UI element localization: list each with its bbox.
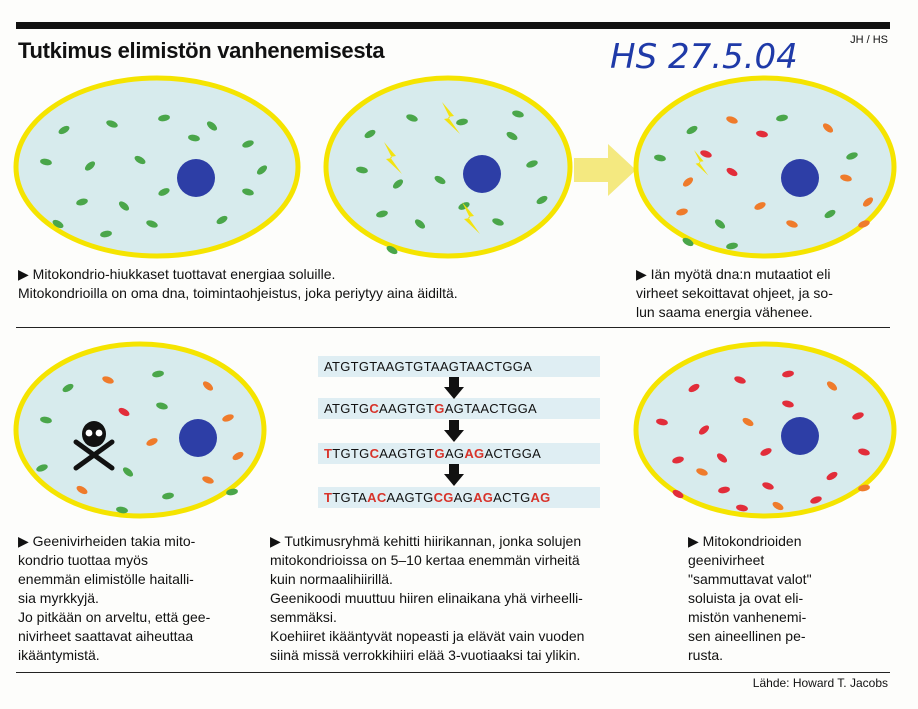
caption-line: ▶ Iän myötä dna:n mutaatiot eli: [636, 266, 831, 282]
mutated-base: C: [369, 446, 380, 461]
cell-nucleus: [177, 159, 215, 197]
mutated-base: T: [324, 446, 333, 461]
caption-line: sia myrkkyjä.: [18, 590, 99, 606]
cell-healthy: [12, 74, 302, 260]
caption-line: Geenikoodi muuttuu hiiren elinaikana yhä virheelli-: [270, 590, 583, 606]
down-arrow-icon: [444, 420, 464, 442]
footer-divider: [16, 672, 890, 673]
base-run: ACTG: [493, 490, 531, 505]
skull-eye: [86, 430, 93, 437]
caption-line: ▶ Geenivirheiden takia mito-: [18, 533, 196, 549]
dna-sequence-3: [318, 443, 600, 464]
caption-line: Mitokondrioilla on oma dna, toimintaohjeistus, joka periytyy aina äidiltä.: [18, 285, 458, 301]
caption-line: siinä missä verrokkihiiri elää 3-vuotiaaksi tai ylikin.: [270, 647, 581, 663]
caption-line: mistön vanhenemi-: [688, 609, 807, 625]
caption-line: enemmän elimistölle haitalli-: [18, 571, 194, 587]
caption-line: Koehiiret ikääntyvät nopeasti ja elävät vain vuoden: [270, 628, 585, 644]
caption-line: virheet sekoittavat ohjeet, ja so-: [636, 285, 833, 301]
page-title: Tutkimus elimistön vanhenemisesta: [18, 38, 385, 63]
base-run: AAGTGT: [379, 446, 435, 461]
caption-line: ikääntymistä.: [18, 647, 100, 663]
caption-line: ▶ Tutkimusryhmä kehitti hiirikannan, jonka solujen: [270, 533, 582, 549]
mutated-base: C: [369, 401, 380, 416]
cell-nucleus: [781, 417, 819, 455]
cell-toxic: [12, 340, 268, 520]
cell-membrane: [16, 344, 264, 516]
base-run: ATGTGTAAGTGTAAGTAACTGGA: [324, 359, 533, 374]
cell-nucleus: [463, 155, 501, 193]
handwritten-note-text: HS 27.5.04: [610, 37, 798, 77]
cell-nucleus: [781, 159, 819, 197]
base-run: AAGTG: [386, 490, 434, 505]
handwritten-date-note: [608, 30, 838, 80]
caption-line: semmäksi.: [270, 609, 337, 625]
caption-line: ▶ Mitokondrioiden: [688, 533, 802, 549]
caption-line: soluista ja ovat eli-: [688, 590, 804, 606]
base-run: AGTAACTGGA: [444, 401, 538, 416]
caption-top-right: [636, 265, 833, 322]
dna-sequence-4: [318, 487, 600, 508]
cell-membrane: [636, 78, 894, 256]
caption-line: kondrio tuottaa myös: [18, 552, 148, 568]
cell-nucleus: [179, 419, 217, 457]
base-run: ACTGGA: [484, 446, 542, 461]
credit: JH / HS: [850, 34, 888, 46]
base-run: AG: [444, 446, 465, 461]
mutated-base: G: [434, 401, 445, 416]
mutated-base: T: [324, 490, 333, 505]
caption-bottom-left: [18, 532, 210, 665]
top-rule: [16, 22, 890, 29]
base-run: ATGTG: [324, 401, 370, 416]
down-arrow-icon: [444, 377, 464, 399]
mutated-base: AG: [530, 490, 551, 505]
section-divider: [16, 327, 890, 328]
cell-lights-out: [632, 340, 898, 520]
dna-sequence-2: [318, 398, 600, 419]
source-credit: Lähde: Howard T. Jacobs: [752, 676, 888, 690]
skull: [82, 421, 106, 447]
caption-bottom-middle: [270, 532, 584, 665]
caption-line: geenivirheet: [688, 552, 765, 568]
caption-line: kuin normaalihiirillä.: [270, 571, 393, 587]
skull-eye: [96, 430, 103, 437]
mutated-base: AC: [367, 490, 387, 505]
down-arrow-icon: [444, 464, 464, 486]
mutated-base: AG: [473, 490, 494, 505]
caption-line: mitokondrioissa on 5–10 kertaa enemmän virheitä: [270, 552, 580, 568]
caption-line: nivirheet saattavat aiheuttaa: [18, 628, 194, 644]
caption-line: Jo pitkään on arveltu, että gee-: [18, 609, 211, 625]
mutated-base: G: [434, 446, 445, 461]
base-run: TGTA: [332, 490, 368, 505]
caption-line: "sammuttavat valot": [688, 571, 812, 587]
caption-line: ▶ Mitokondrio-hiukkaset tuottavat energiaa soluille.: [18, 266, 336, 282]
mutated-base: AG: [464, 446, 485, 461]
caption-top-left: [18, 265, 458, 303]
right-arrow-icon: [574, 144, 636, 196]
caption-line: lun saama energia vähenee.: [636, 304, 813, 320]
caption-bottom-right: [688, 532, 812, 665]
caption-line: sen aineellinen pe-: [688, 628, 806, 644]
cell-membrane: [16, 78, 298, 256]
cell-mutations: [632, 74, 898, 260]
base-run: AG: [453, 490, 474, 505]
dna-sequence-1: [318, 356, 600, 377]
base-run: TGTG: [332, 446, 370, 461]
mutated-base: CG: [433, 490, 454, 505]
base-run: AAGTGT: [379, 401, 435, 416]
cell-with-lightning: [322, 74, 574, 260]
caption-line: rusta.: [688, 647, 724, 663]
